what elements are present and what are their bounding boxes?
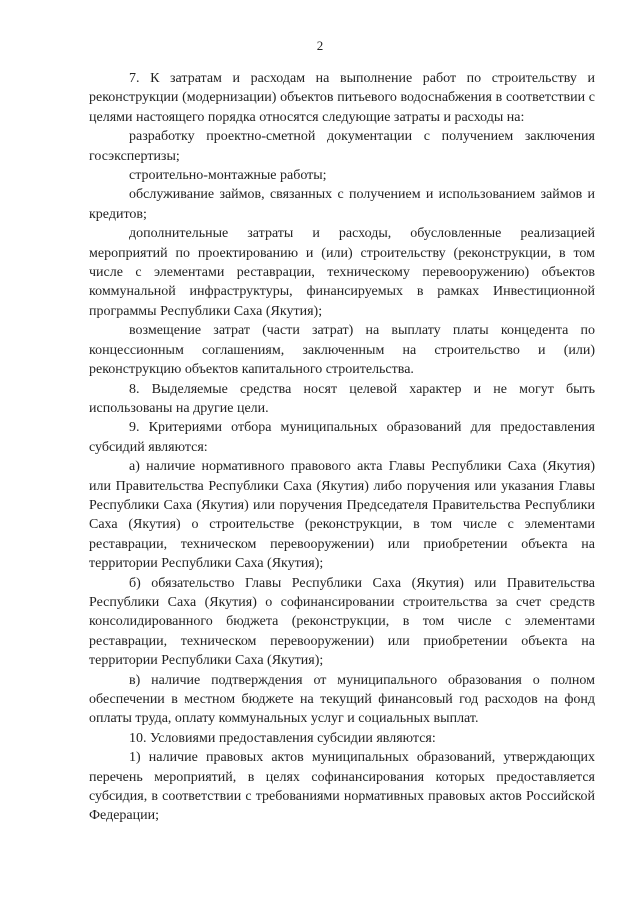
list-item-design-docs: разработку проектно-сметной документации с получением заключения госэкспертизы; [89,129,595,164]
criterion-b: б) обязательство Главы Республики Саха (Якутия) или Правительства Республики Саха (Якутия) о софинансировании строительства за счет средств консолидированного бюджета (реконструкции, в том числе с элементами реставрации, техническом перевооружении) или приобретении объекта на территории Республики Саха (Якутия); [89,575,595,669]
list-item-construction-works: строительно-монтажные работы; [129,168,327,184]
criterion-c: в) наличие подтверждения от муниципального образования о полном обеспечении в местном бюджете на текущий финансовый год расходов на фонд оплаты труда, оплату коммунальных услуг и социальных выплат. [89,672,595,727]
paragraph-7: 7. К затратам и расходам на выполнение работ по строительству и реконструкции (модернизации) объектов питьевого водоснабжения в соответствии с целями настоящего порядка относятся следующие затраты и расходы на: [89,71,595,125]
list-item-additional-costs: дополнительные затраты и расходы, обусловленные реализацией мероприятий по проектированию и (или) строительству (реконструкции, в том числе с элементами реставрации, техническому перевооружению) объектов коммунальной инфраструктуры, финансируемых в рамках Инвестиционной программы Республики Саха (Якутия); [89,226,595,319]
condition-1: 1) наличие правовых актов муниципальных образований, утверждающих перечень мероприятий, в целях софинансирования которых предоставляется субсидия, в соответствии с требованиями нормативных правовых актов Российской Федерации; [89,750,595,824]
page-number: 2 [316,38,324,53]
list-item-loan-servicing: обслуживание займов, связанных с получением и использованием займов и кредитов; [89,187,595,222]
paragraph-8: 8. Выделяемые средства носят целевой характер и не могут быть использованы на другие цели. [89,381,595,416]
paragraph-10: 10. Условиями предоставления субсидии являются: [129,730,436,746]
document-body [89,69,595,826]
paragraph-9: 9. Критериями отбора муниципальных образований для предоставления субсидий являются: [89,420,595,455]
criterion-a: а) наличие нормативного правового акта Главы Республики Саха (Якутия) или Правительства Республики Саха (Якутия) либо поручения или указания Главы Республики Саха (Якутия) или поручения Председателя Правительства Республики Саха (Якутия) о строительстве (реконструкции, в том числе с элементами реставрации, техническом перевооружении) или приобретении объекта на территории Республики Саха (Якутия); [89,459,595,572]
list-item-concession-reimbursement: возмещение затрат (части затрат) на выплату платы концедента по концессионным соглашениям, заключенным на строительство и (или) реконструкцию объектов капитального строительства. [89,323,595,378]
